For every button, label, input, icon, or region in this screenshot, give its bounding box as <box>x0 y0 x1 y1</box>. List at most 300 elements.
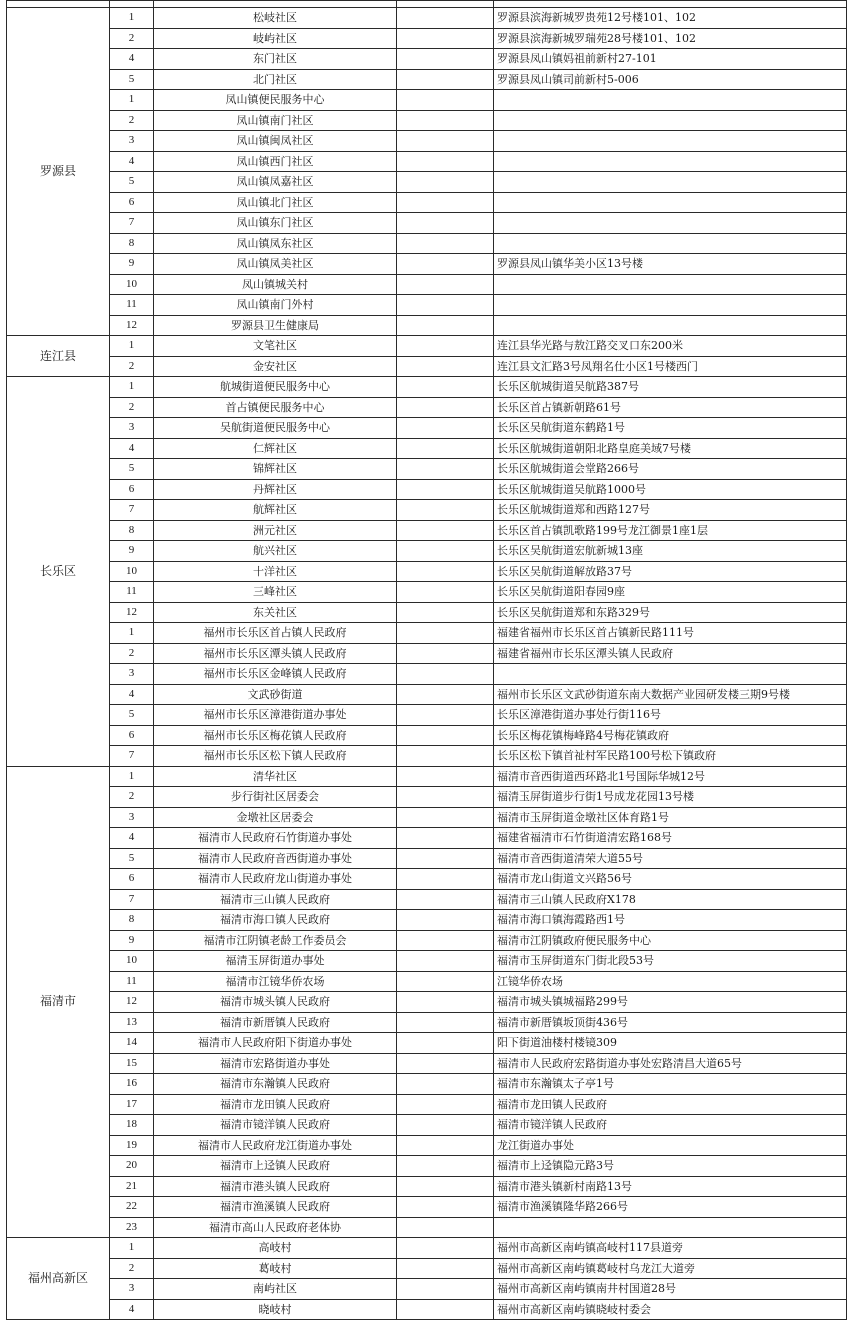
empty-cell <box>397 787 494 808</box>
empty-cell <box>397 1197 494 1218</box>
row-number-cell: 4 <box>110 49 154 70</box>
table-row <box>7 110 847 131</box>
row-number-cell: 2 <box>110 643 154 664</box>
address-cell: 福州市长乐区文武砂街道东南大数据产业园研发楼三期9号楼 <box>494 684 847 705</box>
row-number-cell: 8 <box>110 233 154 254</box>
outlet-name-cell: 凤山镇东门社区 <box>154 213 397 234</box>
address-cell <box>494 131 847 152</box>
table-row <box>7 684 847 705</box>
outlet-name-cell: 金安社区 <box>154 356 397 377</box>
address-cell <box>494 664 847 685</box>
empty-cell <box>397 1033 494 1054</box>
table-row <box>7 213 847 234</box>
empty-cell <box>397 971 494 992</box>
outlet-name-cell: 福清市海口镇人民政府 <box>154 910 397 931</box>
outlet-name-cell: 十洋社区 <box>154 561 397 582</box>
row-number-cell: 17 <box>110 1094 154 1115</box>
row-number-cell: 7 <box>110 889 154 910</box>
address-cell: 福清市东瀚镇太子亭1号 <box>494 1074 847 1095</box>
empty-cell <box>397 1217 494 1238</box>
row-number-cell: 5 <box>110 705 154 726</box>
table-row <box>7 479 847 500</box>
empty-cell <box>397 1156 494 1177</box>
address-cell: 罗源县凤山镇妈祖前新村27-101 <box>494 49 847 70</box>
outlet-name-cell: 福清市江阴镇老龄工作委员会 <box>154 930 397 951</box>
row-number-cell: 1 <box>110 336 154 357</box>
empty-cell <box>397 725 494 746</box>
outlet-name-cell: 福清市上迳镇人民政府 <box>154 1156 397 1177</box>
empty-cell <box>397 1135 494 1156</box>
outlet-name-cell: 福州市长乐区漳港街道办事处 <box>154 705 397 726</box>
table-row <box>7 602 847 623</box>
outlet-name-cell: 高岐村 <box>154 1238 397 1259</box>
outlet-name-cell: 北门社区 <box>154 69 397 90</box>
outlet-name-cell: 锦辉社区 <box>154 459 397 480</box>
outlet-name-cell: 福清市人民政府龙江街道办事处 <box>154 1135 397 1156</box>
outlet-name-cell: 福清市三山镇人民政府 <box>154 889 397 910</box>
row-number-cell: 21 <box>110 1176 154 1197</box>
empty-cell <box>397 233 494 254</box>
row-number-cell: 10 <box>110 561 154 582</box>
table-row <box>7 1238 847 1259</box>
row-number-cell: 5 <box>110 172 154 193</box>
table-row <box>7 582 847 603</box>
row-number-cell: 4 <box>110 684 154 705</box>
table-row <box>7 151 847 172</box>
row-number-cell: 3 <box>110 131 154 152</box>
row-number-cell: 12 <box>110 602 154 623</box>
table-row <box>7 1074 847 1095</box>
row-number-cell: 11 <box>110 971 154 992</box>
address-cell: 福清市音西街道西环路北1号国际华城12号 <box>494 766 847 787</box>
table-row <box>7 377 847 398</box>
table-row <box>7 623 847 644</box>
empty-cell <box>397 520 494 541</box>
row-number-cell: 6 <box>110 725 154 746</box>
empty-cell <box>397 869 494 890</box>
address-cell: 福州市高新区南屿镇高岐村117县道旁 <box>494 1238 847 1259</box>
table-row <box>7 172 847 193</box>
outlet-name-cell: 首占镇便民服务中心 <box>154 397 397 418</box>
address-cell: 福清市玉屏街道东门街北段53号 <box>494 951 847 972</box>
outlet-name-cell: 福清市宏路街道办事处 <box>154 1053 397 1074</box>
address-cell <box>494 213 847 234</box>
row-number-cell: 3 <box>110 1279 154 1300</box>
address-cell <box>494 192 847 213</box>
address-cell: 福建省福州市长乐区潭头镇人民政府 <box>494 643 847 664</box>
outlet-name-cell: 丹辉社区 <box>154 479 397 500</box>
empty-cell <box>397 459 494 480</box>
outlet-name-cell: 福清市高山人民政府老体协 <box>154 1217 397 1238</box>
empty-cell <box>397 930 494 951</box>
address-cell: 连江县文汇路3号凤翔名仕小区1号楼西门 <box>494 356 847 377</box>
outlet-name-cell: 洲元社区 <box>154 520 397 541</box>
address-cell: 福清市镜洋镇人民政府 <box>494 1115 847 1136</box>
outlet-table-wrapper <box>6 0 846 1320</box>
table-row <box>7 397 847 418</box>
table-row <box>7 889 847 910</box>
row-number-cell: 1 <box>110 766 154 787</box>
row-number-cell: 4 <box>110 828 154 849</box>
table-row <box>7 766 847 787</box>
table-row <box>7 848 847 869</box>
empty-cell <box>397 848 494 869</box>
row-number-cell: 18 <box>110 1115 154 1136</box>
address-cell: 福清市港头镇新村南路13号 <box>494 1176 847 1197</box>
row-number-cell: 6 <box>110 192 154 213</box>
empty-cell <box>397 397 494 418</box>
empty-cell <box>397 766 494 787</box>
table-row <box>7 1094 847 1115</box>
row-number-cell: 3 <box>110 418 154 439</box>
table-row <box>7 828 847 849</box>
empty-cell <box>397 705 494 726</box>
table-row <box>7 336 847 357</box>
outlet-name-cell: 仁辉社区 <box>154 438 397 459</box>
district-cell: 连江县 <box>7 336 110 377</box>
outlet-name-cell: 福清市东瀚镇人民政府 <box>154 1074 397 1095</box>
outlet-name-cell: 清华社区 <box>154 766 397 787</box>
outlet-name-cell: 航辉社区 <box>154 500 397 521</box>
empty-cell <box>397 807 494 828</box>
row-number-cell: 4 <box>110 1299 154 1320</box>
row-number-cell: 2 <box>110 110 154 131</box>
empty-cell <box>397 1053 494 1074</box>
row-number-cell: 9 <box>110 541 154 562</box>
empty-cell <box>397 1074 494 1095</box>
outlet-name-cell: 航城街道便民服务中心 <box>154 377 397 398</box>
outlet-name-cell: 葛岐村 <box>154 1258 397 1279</box>
address-cell: 罗源县凤山镇司前新村5-006 <box>494 69 847 90</box>
district-cell: 长乐区 <box>7 377 110 767</box>
outlet-name-cell: 凤山镇南门外村 <box>154 295 397 316</box>
address-cell: 福清玉屏街道步行街1号成龙花园13号楼 <box>494 787 847 808</box>
row-number-cell: 11 <box>110 295 154 316</box>
empty-cell <box>397 336 494 357</box>
address-cell <box>494 1217 847 1238</box>
address-cell: 龙江街道办事处 <box>494 1135 847 1156</box>
table-row <box>7 992 847 1013</box>
empty-cell <box>397 1012 494 1033</box>
table-row <box>7 1053 847 1074</box>
row-number-cell: 1 <box>110 623 154 644</box>
empty-cell <box>397 254 494 275</box>
table-row <box>7 500 847 521</box>
row-number-cell: 20 <box>110 1156 154 1177</box>
row-number-cell: 1 <box>110 90 154 111</box>
address-cell: 连江县华光路与敖江路交叉口东200米 <box>494 336 847 357</box>
address-cell: 长乐区首占镇新朝路61号 <box>494 397 847 418</box>
table-row <box>7 787 847 808</box>
address-cell: 福州市高新区南屿镇晓岐村委会 <box>494 1299 847 1320</box>
empty-cell <box>397 664 494 685</box>
table-row <box>7 746 847 767</box>
outlet-name-cell: 凤山镇闽凤社区 <box>154 131 397 152</box>
empty-cell <box>397 315 494 336</box>
row-number-cell: 1 <box>110 1238 154 1259</box>
address-cell: 长乐区航城街道会堂路266号 <box>494 459 847 480</box>
address-cell: 福清市龙山街道文兴路56号 <box>494 869 847 890</box>
address-cell: 阳下街道油楼村楼镜309 <box>494 1033 847 1054</box>
empty-cell <box>397 602 494 623</box>
table-row-cut <box>7 1 847 8</box>
row-number-cell: 2 <box>110 356 154 377</box>
row-number-cell: 6 <box>110 479 154 500</box>
empty-cell <box>397 889 494 910</box>
table-row <box>7 520 847 541</box>
table-row <box>7 1033 847 1054</box>
row-number-cell: 10 <box>110 951 154 972</box>
empty-cell <box>397 1094 494 1115</box>
table-row <box>7 315 847 336</box>
row-number-cell: 7 <box>110 500 154 521</box>
table-row <box>7 131 847 152</box>
row-number-cell: 16 <box>110 1074 154 1095</box>
table-row <box>7 254 847 275</box>
row-number-cell: 7 <box>110 213 154 234</box>
address-cell: 福清市龙田镇人民政府 <box>494 1094 847 1115</box>
table-row <box>7 356 847 377</box>
table-row <box>7 69 847 90</box>
address-cell: 福清市上迳镇隐元路3号 <box>494 1156 847 1177</box>
address-cell: 长乐区航城街道朝阳北路皇庭美域7号楼 <box>494 438 847 459</box>
empty-cell <box>397 213 494 234</box>
address-cell <box>494 151 847 172</box>
outlet-name-cell: 福州市长乐区金峰镇人民政府 <box>154 664 397 685</box>
outlet-name-cell: 凤山镇便民服务中心 <box>154 90 397 111</box>
outlet-name-cell: 福清市城头镇人民政府 <box>154 992 397 1013</box>
row-number-cell: 19 <box>110 1135 154 1156</box>
outlet-name-cell: 福州市长乐区梅花镇人民政府 <box>154 725 397 746</box>
row-number-cell: 13 <box>110 1012 154 1033</box>
table-row <box>7 1197 847 1218</box>
empty-cell <box>397 828 494 849</box>
outlet-table <box>6 0 847 1320</box>
row-number-cell: 9 <box>110 254 154 275</box>
empty-cell <box>397 1258 494 1279</box>
row-number-cell: 23 <box>110 1217 154 1238</box>
row-number-cell: 8 <box>110 910 154 931</box>
outlet-name-cell: 福州市长乐区松下镇人民政府 <box>154 746 397 767</box>
address-cell: 长乐区航城街道吴航路387号 <box>494 377 847 398</box>
outlet-name-cell: 凤山镇凤东社区 <box>154 233 397 254</box>
outlet-name-cell: 福清市人民政府阳下街道办事处 <box>154 1033 397 1054</box>
table-row <box>7 971 847 992</box>
row-number-cell: 8 <box>110 520 154 541</box>
address-cell: 长乐区吴航街道宏航新城13座 <box>494 541 847 562</box>
address-cell: 长乐区航城街道吴航路1000号 <box>494 479 847 500</box>
outlet-name-cell: 福清市港头镇人民政府 <box>154 1176 397 1197</box>
empty-cell <box>397 295 494 316</box>
empty-cell <box>397 356 494 377</box>
address-cell <box>494 90 847 111</box>
outlet-name-cell: 福清市人民政府音西街道办事处 <box>154 848 397 869</box>
empty-cell <box>397 377 494 398</box>
empty-cell <box>397 746 494 767</box>
outlet-name-cell: 吴航街道便民服务中心 <box>154 418 397 439</box>
empty-cell <box>397 541 494 562</box>
address-cell: 长乐区吴航街道阳春园9座 <box>494 582 847 603</box>
address-cell: 长乐区漳港街道办事处行街116号 <box>494 705 847 726</box>
empty-cell <box>397 500 494 521</box>
empty-cell <box>397 418 494 439</box>
table-row <box>7 930 847 951</box>
table-row <box>7 1135 847 1156</box>
outlet-name-cell: 岐屿社区 <box>154 28 397 49</box>
outlet-name-cell: 文笔社区 <box>154 336 397 357</box>
address-cell: 福清市三山镇人民政府X178 <box>494 889 847 910</box>
table-row <box>7 705 847 726</box>
empty-cell <box>397 192 494 213</box>
table-row <box>7 233 847 254</box>
address-cell <box>494 172 847 193</box>
empty-cell <box>397 582 494 603</box>
empty-cell <box>397 992 494 1013</box>
outlet-name-cell: 步行街社区居委会 <box>154 787 397 808</box>
outlet-name-cell: 福州市长乐区首占镇人民政府 <box>154 623 397 644</box>
outlet-name-cell: 南屿社区 <box>154 1279 397 1300</box>
empty-cell <box>397 561 494 582</box>
address-cell: 福清市城头镇城福路299号 <box>494 992 847 1013</box>
address-cell: 福清市玉屏街道金墩社区体育路1号 <box>494 807 847 828</box>
address-cell <box>494 233 847 254</box>
empty-cell <box>397 684 494 705</box>
row-number-cell: 2 <box>110 787 154 808</box>
outlet-table-body <box>7 1 847 1320</box>
outlet-name-cell: 福清市镜洋镇人民政府 <box>154 1115 397 1136</box>
outlet-name-cell: 金墩社区居委会 <box>154 807 397 828</box>
outlet-name-cell: 东门社区 <box>154 49 397 70</box>
empty-cell <box>397 1299 494 1320</box>
table-row <box>7 192 847 213</box>
row-number-cell: 5 <box>110 69 154 90</box>
row-number-cell: 22 <box>110 1197 154 1218</box>
table-row <box>7 1176 847 1197</box>
address-cell: 罗源县凤山镇华美小区13号楼 <box>494 254 847 275</box>
empty-cell <box>397 90 494 111</box>
outlet-name-cell: 福清市渔溪镇人民政府 <box>154 1197 397 1218</box>
table-row <box>7 1299 847 1320</box>
row-number-cell: 11 <box>110 582 154 603</box>
table-row <box>7 274 847 295</box>
empty-cell <box>397 131 494 152</box>
table-row <box>7 49 847 70</box>
outlet-name-cell: 福州市长乐区潭头镇人民政府 <box>154 643 397 664</box>
table-row <box>7 28 847 49</box>
row-number-cell: 4 <box>110 438 154 459</box>
table-row <box>7 541 847 562</box>
address-cell <box>494 110 847 131</box>
table-row <box>7 438 847 459</box>
outlet-name-cell: 凤山镇城关村 <box>154 274 397 295</box>
table-row <box>7 910 847 931</box>
address-cell: 福州市高新区南屿镇南井村国道28号 <box>494 1279 847 1300</box>
table-row <box>7 295 847 316</box>
outlet-name-cell: 三峰社区 <box>154 582 397 603</box>
table-row <box>7 807 847 828</box>
empty-cell <box>397 623 494 644</box>
row-number-cell: 5 <box>110 459 154 480</box>
outlet-name-cell: 航兴社区 <box>154 541 397 562</box>
row-number-cell: 9 <box>110 930 154 951</box>
empty-cell <box>397 151 494 172</box>
outlet-name-cell: 东关社区 <box>154 602 397 623</box>
empty-cell <box>397 1238 494 1259</box>
row-number-cell: 7 <box>110 746 154 767</box>
row-number-cell: 1 <box>110 377 154 398</box>
outlet-name-cell: 松岐社区 <box>154 8 397 29</box>
outlet-name-cell: 福清市新厝镇人民政府 <box>154 1012 397 1033</box>
empty-cell <box>397 479 494 500</box>
outlet-name-cell: 凤山镇西门社区 <box>154 151 397 172</box>
district-cell: 福清市 <box>7 766 110 1238</box>
outlet-name-cell: 凤山镇南门社区 <box>154 110 397 131</box>
table-row <box>7 1115 847 1136</box>
empty-cell <box>397 49 494 70</box>
table-row <box>7 725 847 746</box>
outlet-name-cell: 福清市人民政府石竹街道办事处 <box>154 828 397 849</box>
outlet-name-cell: 福清市江镜华侨农场 <box>154 971 397 992</box>
table-row <box>7 664 847 685</box>
table-row <box>7 8 847 29</box>
outlet-name-cell: 晓岐村 <box>154 1299 397 1320</box>
empty-cell <box>397 1176 494 1197</box>
row-number-cell: 12 <box>110 992 154 1013</box>
outlet-name-cell: 罗源县卫生健康局 <box>154 315 397 336</box>
address-cell: 福清市海口镇海霞路西1号 <box>494 910 847 931</box>
district-cell: 福州高新区 <box>7 1238 110 1320</box>
address-cell: 福州市高新区南屿镇葛岐村乌龙江大道旁 <box>494 1258 847 1279</box>
row-number-cell: 2 <box>110 1258 154 1279</box>
table-row <box>7 643 847 664</box>
address-cell: 福清市人民政府宏路街道办事处宏路清昌大道65号 <box>494 1053 847 1074</box>
address-cell: 福建省福清市石竹街道清宏路168号 <box>494 828 847 849</box>
empty-cell <box>397 910 494 931</box>
row-number-cell: 6 <box>110 869 154 890</box>
outlet-name-cell: 凤山镇凤嘉社区 <box>154 172 397 193</box>
row-number-cell: 3 <box>110 807 154 828</box>
address-cell: 长乐区吴航街道郑和东路329号 <box>494 602 847 623</box>
row-number-cell: 4 <box>110 151 154 172</box>
address-cell: 长乐区首占镇凯歌路199号龙江御景1座1层 <box>494 520 847 541</box>
address-cell: 罗源县滨海新城罗瑞苑28号楼101、102 <box>494 28 847 49</box>
table-row <box>7 1156 847 1177</box>
empty-cell <box>397 274 494 295</box>
empty-cell <box>397 28 494 49</box>
address-cell: 江镜华侨农场 <box>494 971 847 992</box>
address-cell: 长乐区松下镇首祉村军民路100号松下镇政府 <box>494 746 847 767</box>
row-number-cell: 1 <box>110 8 154 29</box>
address-cell: 福清市新厝镇坂顶街436号 <box>494 1012 847 1033</box>
empty-cell <box>397 438 494 459</box>
empty-cell <box>397 643 494 664</box>
row-number-cell: 2 <box>110 28 154 49</box>
address-cell: 福建省福州市长乐区首占镇新民路111号 <box>494 623 847 644</box>
empty-cell <box>397 951 494 972</box>
empty-cell <box>397 69 494 90</box>
outlet-name-cell: 凤山镇北门社区 <box>154 192 397 213</box>
address-cell: 罗源县滨海新城罗贵苑12号楼101、102 <box>494 8 847 29</box>
row-number-cell: 12 <box>110 315 154 336</box>
address-cell: 长乐区吴航街道解放路37号 <box>494 561 847 582</box>
row-number-cell: 14 <box>110 1033 154 1054</box>
district-cell: 罗源县 <box>7 8 110 336</box>
address-cell: 福清市江阴镇政府便民服务中心 <box>494 930 847 951</box>
address-cell <box>494 274 847 295</box>
table-row <box>7 90 847 111</box>
address-cell <box>494 315 847 336</box>
address-cell: 长乐区梅花镇梅峰路4号梅花镇政府 <box>494 725 847 746</box>
